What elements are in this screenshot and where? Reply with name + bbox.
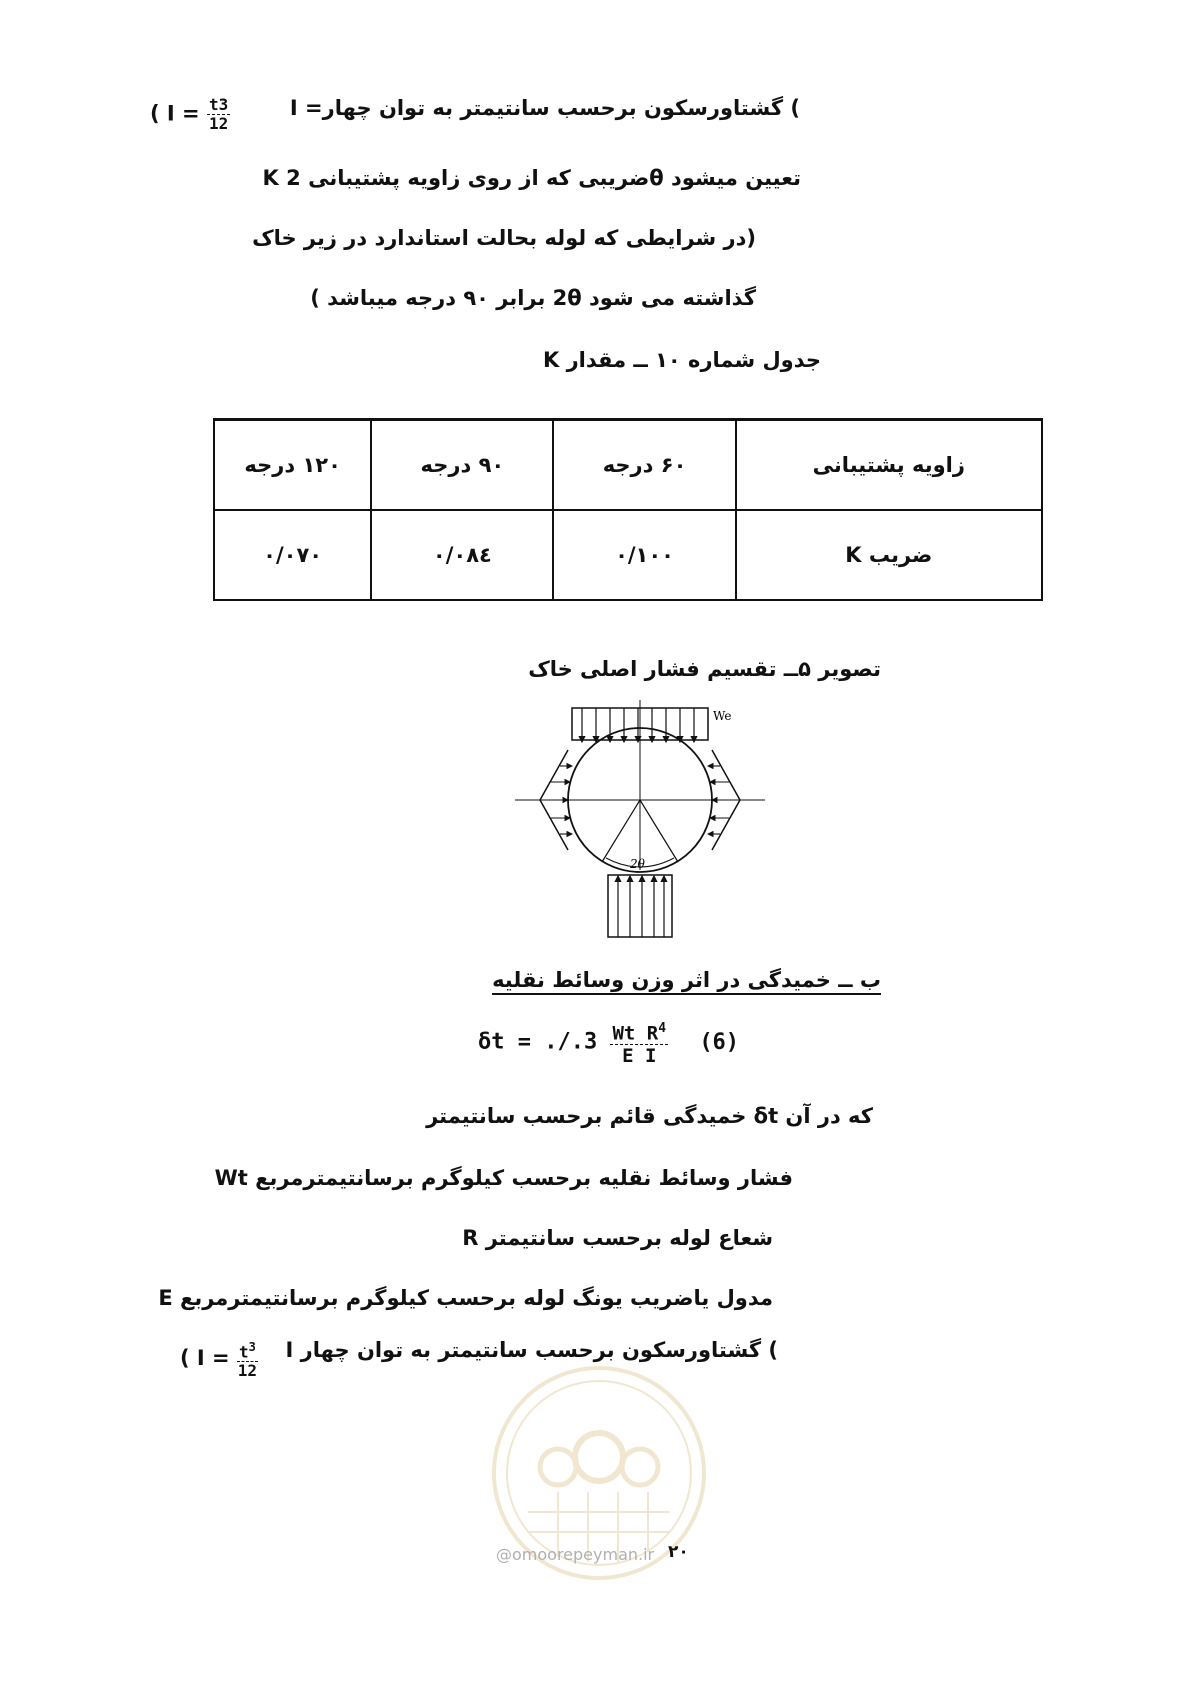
definition-k-note-2: گذاشته می شود 2θ برابر ۹۰ درجه میباشد ) xyxy=(310,286,756,310)
definition-wt: Wt فشار وسائط نقلیه برحسب کیلوگرم برسانتیمترمربع xyxy=(214,1166,793,1190)
formula-den: E I xyxy=(622,1045,657,1068)
definition-k-note-1: (در شرایطی که لوله بحالت استاندارد در زیر خاک xyxy=(252,226,756,250)
i-fraction xyxy=(207,96,230,133)
header-60: ۶۰ درجه xyxy=(553,420,735,511)
cell-k-label: ضریب K xyxy=(736,510,1042,600)
cell-120: ۰/۰۷۰ xyxy=(214,510,371,600)
i-bottom-num: t xyxy=(238,1342,249,1362)
definition-intro: که در آن δt خمیدگی قائم برحسب سانتیمتر xyxy=(426,1104,873,1128)
header-90: ۹۰ درجه xyxy=(371,420,553,511)
i-definition-text: I =گشتاورسکون برحسب سانتیمتر به توان چهار ( xyxy=(289,96,800,120)
i-formula-lhs: I = xyxy=(166,101,200,126)
header-support-angle: زاویه پشتیبانی xyxy=(736,420,1042,511)
formula-num: Wt R xyxy=(612,1022,659,1045)
i-bottom-exp: 3 xyxy=(248,1340,256,1354)
table-header-row xyxy=(214,420,1042,511)
formula-fraction xyxy=(610,1018,668,1067)
i-fraction-den: 12 xyxy=(208,114,229,133)
deflection-formula xyxy=(478,1018,739,1067)
cell-90: ۰/۰۸٤ xyxy=(371,510,553,600)
figure-caption: تصویر ۵ــ تقسیم فشار اصلی خاک xyxy=(528,657,881,681)
soil-pressure-diagram xyxy=(510,700,770,940)
definition-k-line: K ضریبی که از روی زاویه پشتیبانی 2θ تعیین میشود xyxy=(262,166,801,190)
k-value-table xyxy=(213,418,1043,601)
i-fraction-num: t3 xyxy=(208,95,229,114)
i-bottom-fraction xyxy=(237,1338,258,1380)
we-label: We xyxy=(713,709,732,723)
i-bottom-lhs: I = xyxy=(196,1346,230,1371)
watermark-url-text: @omoorepeyman.ir xyxy=(496,1545,655,1564)
angle-label: 2θ xyxy=(630,857,645,871)
i-formula: ( I = $\frac{t3}{12}$ xyxy=(150,95,229,133)
formula-number: (6) xyxy=(699,1029,740,1055)
i-bottom-formula: ( I = $\frac{t^3}{12}$ xyxy=(180,1340,258,1381)
definition-e: E مدول یاضریب یونگ لوله برحسب کیلوگرم برسانتیمترمربع xyxy=(158,1286,773,1310)
section-b-heading: ب ــ خمیدگی در اثر وزن وسائط نقلیه xyxy=(492,968,881,992)
table-row xyxy=(214,510,1042,600)
page-number: ۲۰ xyxy=(668,1542,689,1562)
definition-r: R شعاع لوله برحسب سانتیمتر xyxy=(462,1226,773,1250)
formula-lhs: δt = ./.3 xyxy=(478,1029,598,1055)
i-bottom-text: I گشتاورسکون برحسب سانتیمتر به توان چهار ( xyxy=(285,1338,778,1362)
header-120: ۱۲۰ درجه xyxy=(214,420,371,511)
cell-60: ۰/۱۰۰ xyxy=(553,510,735,600)
i-bottom-den: 12 xyxy=(237,1361,258,1381)
formula-exp: 4 xyxy=(658,1021,667,1036)
watermark-url xyxy=(496,1545,654,1564)
table-title: جدول شماره ۱۰ ــ مقدار K xyxy=(542,348,821,372)
